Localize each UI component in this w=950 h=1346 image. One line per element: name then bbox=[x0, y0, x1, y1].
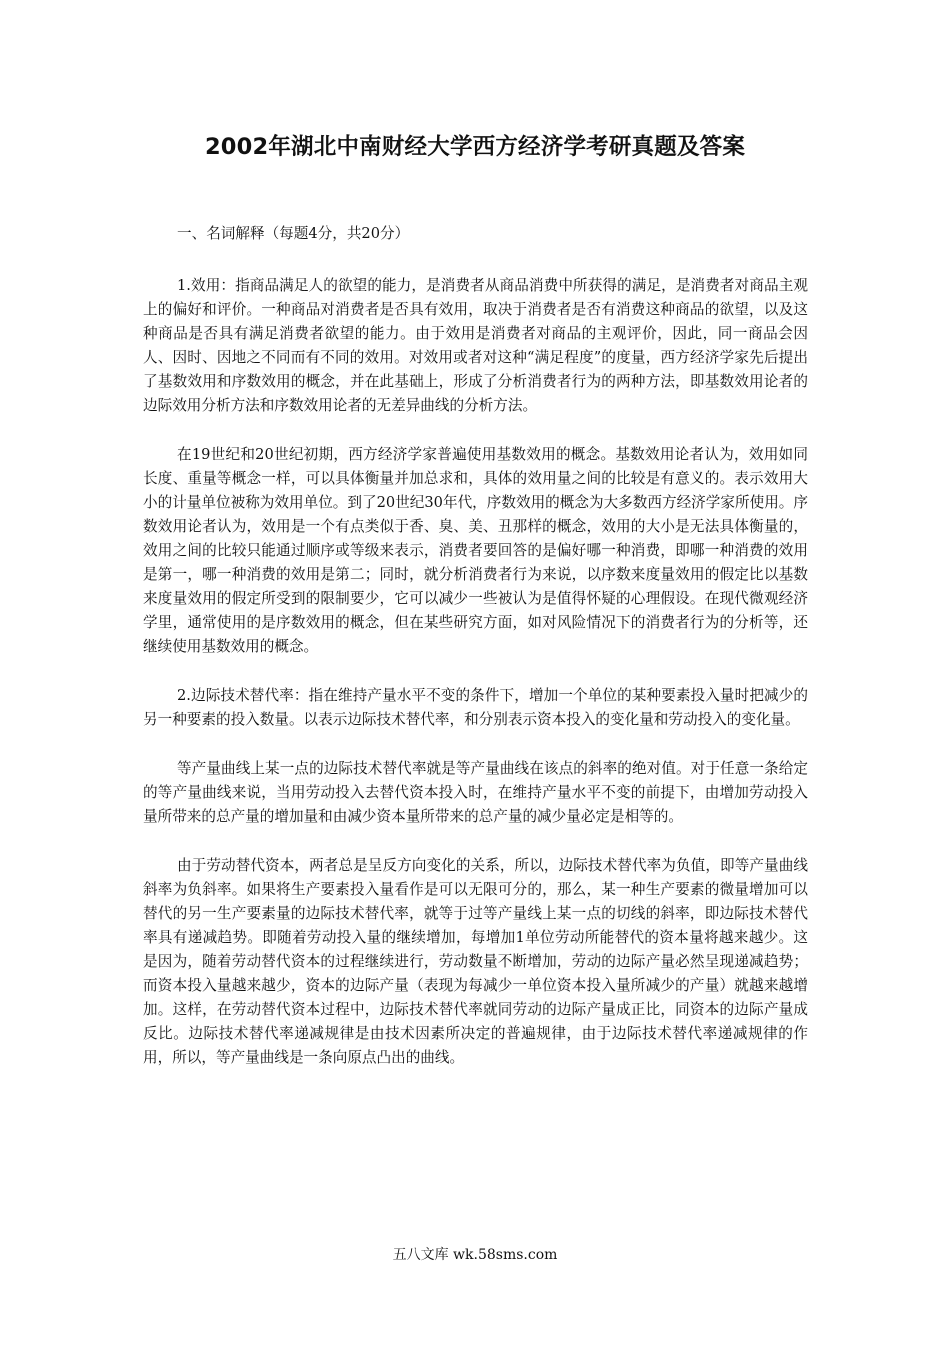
section-heading: 一、名词解释（每题4分，共20分） bbox=[177, 225, 410, 242]
paragraph-isoquant-slope: 等产量曲线上某一点的边际技术替代率就是等产量曲线在该点的斜率的绝对值。对于任意一条给定的等产量曲线来说，当用劳动投入去替代资本投入时，在维持产量水平不变的前提下，由增加劳动投入量所带来的总产量的增加量和由减少资本量所带来的总产量的减少量必定是相等的。 bbox=[143, 760, 808, 825]
document-title: 2002年湖北中南财经大学西方经济学考研真题及答案 bbox=[204, 134, 746, 160]
document-body bbox=[143, 222, 808, 1095]
paragraph-mrts-definition: 2.边际技术替代率：指在维持产量水平不变的条件下，增加一个单位的某种要素投入量时把减少的另一种要素的投入数量。以表示边际技术替代率，和分别表示资本投入的变化量和劳动投入的变化量。 bbox=[143, 687, 808, 728]
paragraph-diminishing-mrts: 由于劳动替代资本，两者总是呈反方向变化的关系，所以，边际技术替代率为负值，即等产量曲线斜率为负斜率。如果将生产要素投入量看作是可以无限可分的，那么，某一种生产要素的微量增加可以替代的另一生产要素量的边际技术替代率，就等于过等产量线上某一点的切线的斜率，即边际技术替代率具有递减趋势。即随着劳动投入量的继续增加，每增加1单位劳动所能替代的资本量将越来越少。这是因为，随着劳动替代资本的过程继续进行，劳动数量不断增加，劳动的边际产量必然呈现递减趋势；而资本投入量越来越少，资本的边际产量（表现为每减少一单位资本投入量所减少的产量）就越来越增加。这样，在劳动替代资本过程中，边际技术替代率就同劳动的边际产量成正比，同资本的边际产量成反比。边际技术替代率递减规律是由技术因素所决定的普遍规律，由于边际技术替代率递减规律的作用，所以，等产量曲线是一条向原点凸出的曲线。 bbox=[143, 857, 808, 1066]
page-footer: 五八文库 wk.58sms.com bbox=[392, 1247, 558, 1263]
paragraph-cardinal-ordinal-utility: 在19世纪和20世纪初期，西方经济学家普遍使用基数效用的概念。基数效用论者认为，效用如同长度、重量等概念一样，可以具体衡量并加总求和，具体的效用量之间的比较是有意义的。表示效用大小的计量单位被称为效用单位。到了20世纪30年代，序数效用的概念为大多数西方经济学家所使用。序数效用论者认为，效用是一个有点类似于香、臭、美、丑那样的概念，效用的大小是无法具体衡量的，效用之间的比较只能通过顺序或等级来表示，消费者要回答的是偏好哪一种消费，即哪一种消费的效用是第一，哪一种消费的效用是第二；同时，就分析消费者行为来说，以序数来度量效用的假定比以基数来度量效用的假定所受到的限制要少，它可以减少一些被认为是值得怀疑的心理假设。在现代微观经济学里，通常使用的是序数效用的概念，但在某些研究方面，如对风险情况下的消费者行为的分析等，还继续使用基数效用的概念。 bbox=[143, 446, 808, 655]
paragraph-utility-definition: 1.效用：指商品满足人的欲望的能力，是消费者从商品消费中所获得的满足，是消费者对商品主观上的偏好和评价。一种商品对消费者是否具有效用，取决于消费者是否有消费这种商品的欲望，以及这种商品是否具有满足消费者欲望的能力。由于效用是消费者对商品的主观评价，因此，同一商品会因人、因时、因地之不同而有不同的效用。对效用或者对这种“满足程度”的度量，西方经济学家先后提出了基数效用和序数效用的概念，并在此基础上，形成了分析消费者行为的两种方法，即基数效用论者的边际效用分析方法和序数效用论者的无差异曲线的分析方法。 bbox=[143, 277, 808, 414]
